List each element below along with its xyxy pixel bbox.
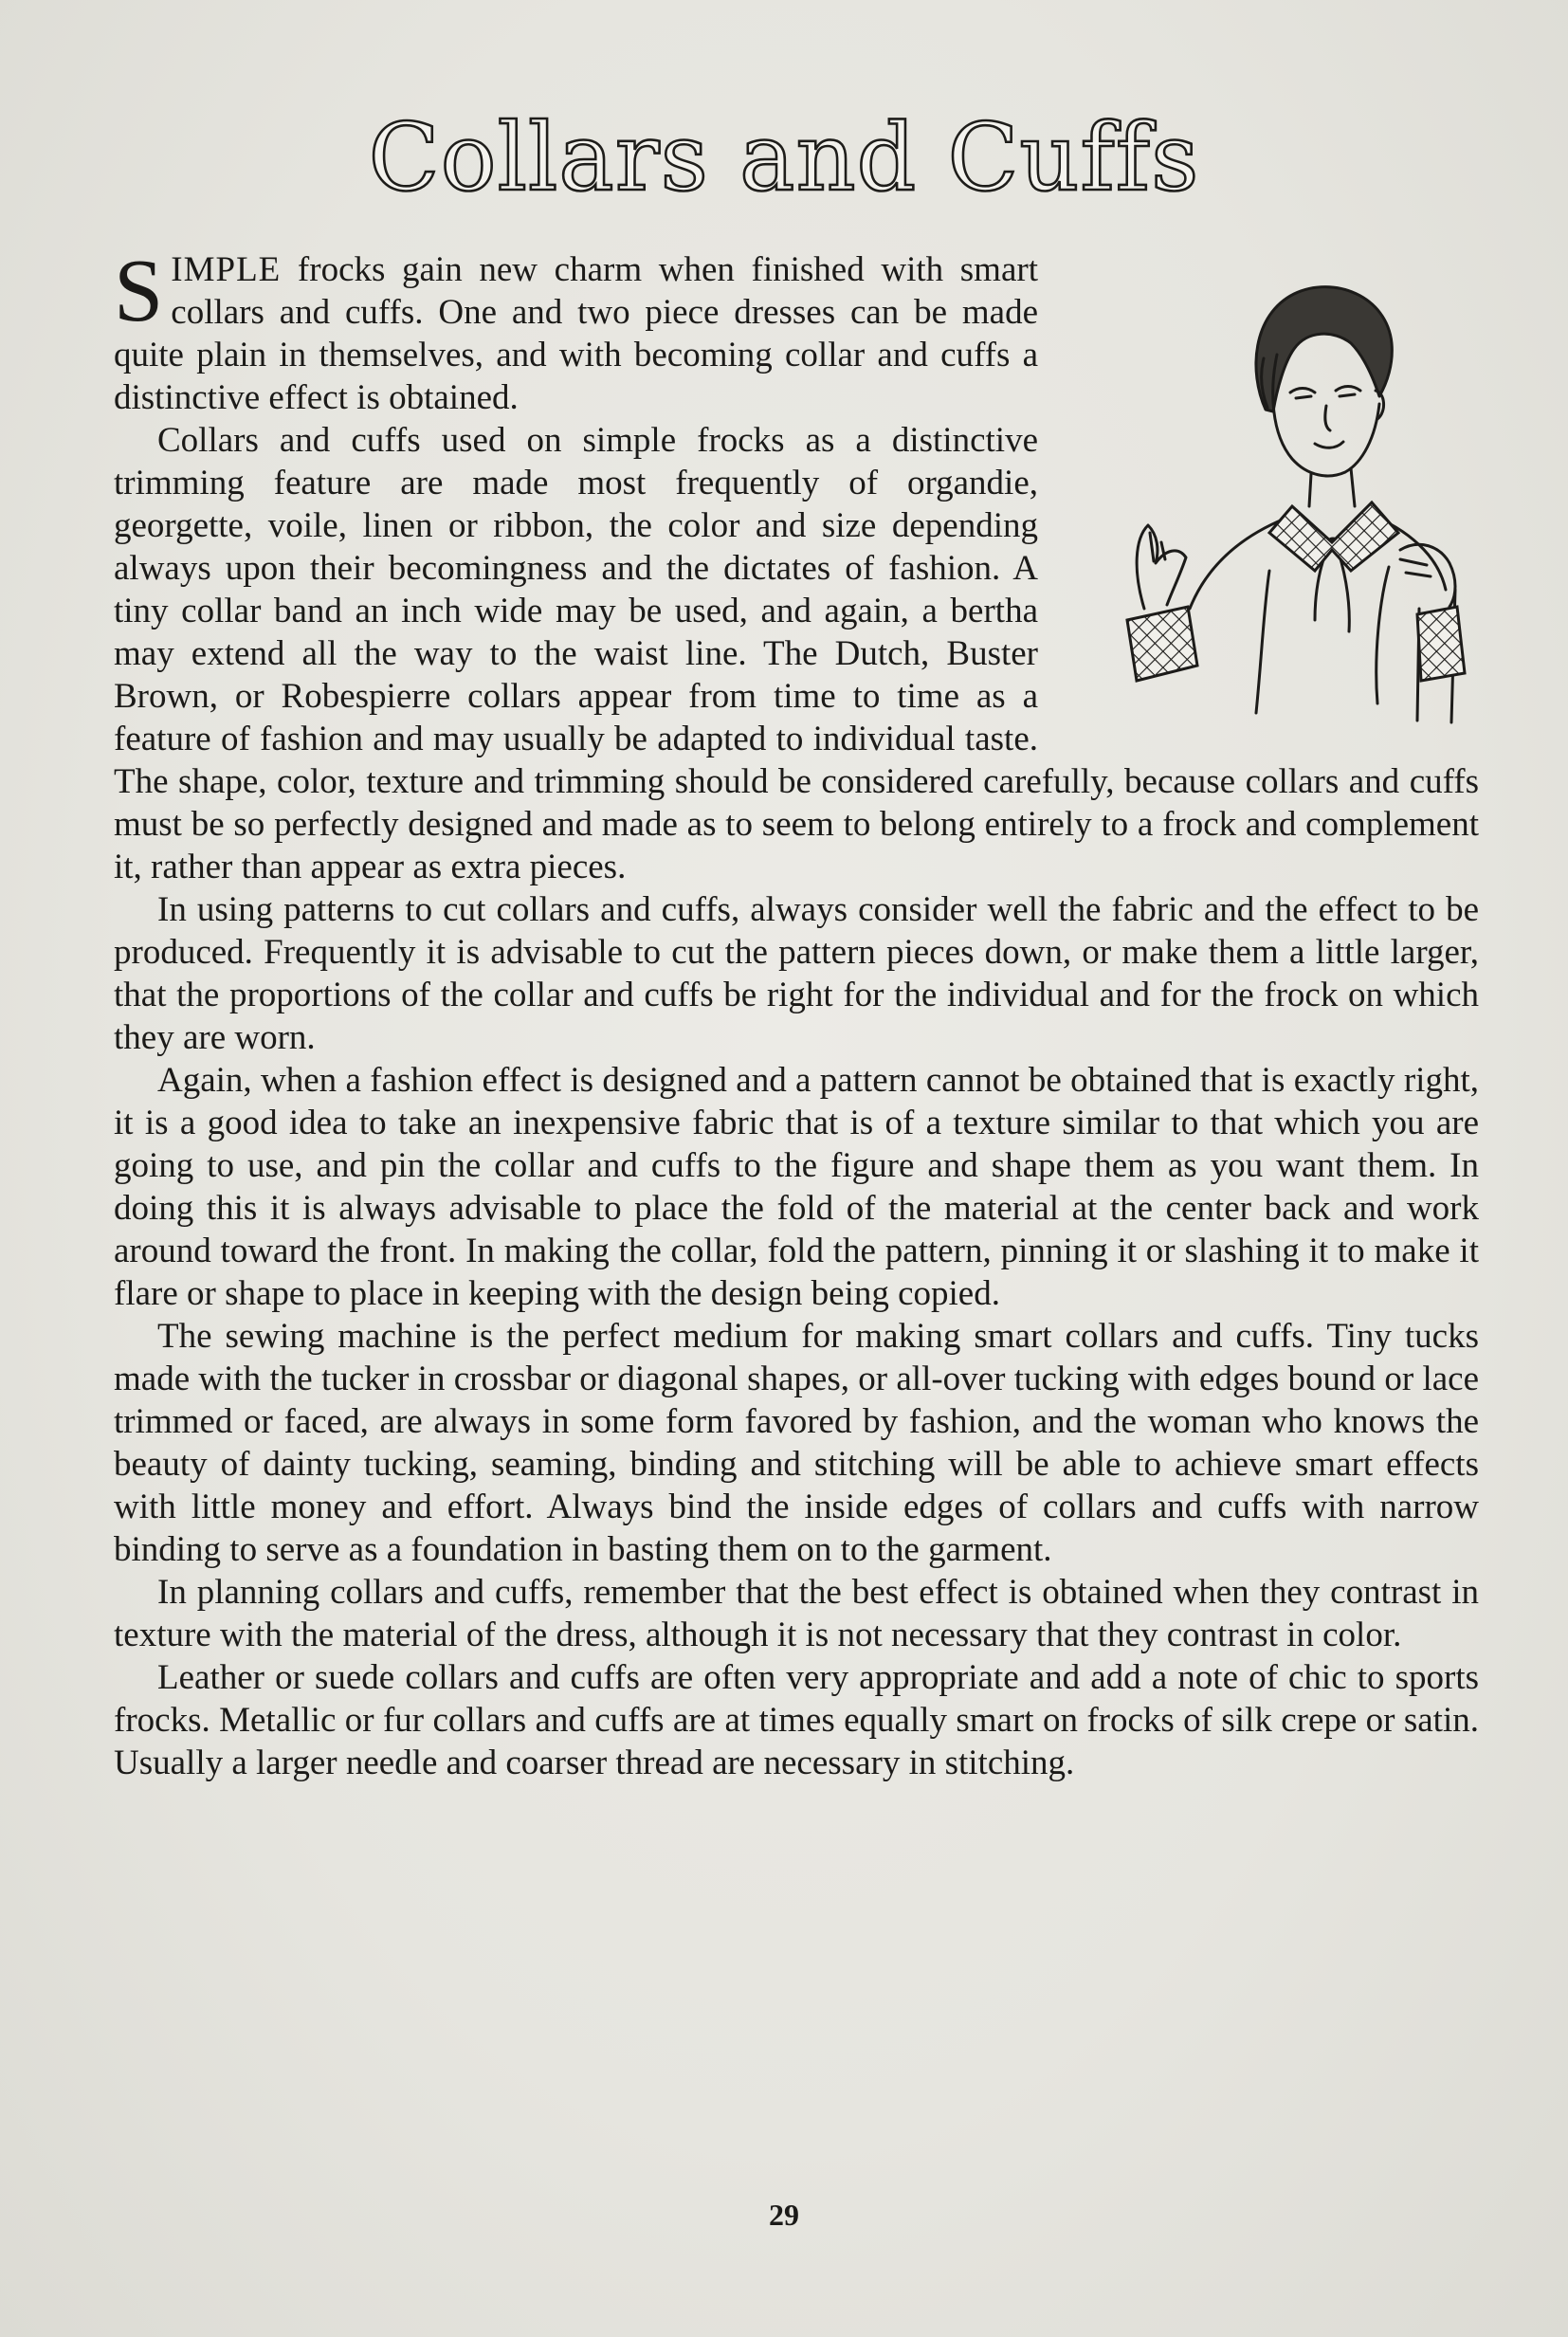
lead-word: IMPLE — [171, 250, 282, 289]
article-body — [114, 242, 1479, 1784]
paragraph-6: In planning collars and cuffs, remember that the best effect is obtained when they contrast in texture with the material of the dress, although it is not necessary that they contrast in color. — [114, 1573, 1479, 1654]
paragraph-1-text: frocks gain new charm when finished with smart collars and cuffs. One and two piece dresses can be made quite plain in themselves, and with becoming collar and cuffs a distinctive effect is obtained. — [114, 250, 1038, 417]
drop-cap: S — [114, 242, 164, 340]
paragraph-5: The sewing machine is the perfect medium for making smart collars and cuffs. Tiny tucks made with the tucker in crossbar or diagonal shapes, or all-over tucking with edges bound or lace trimmed or faced, are always in some form favored by fashion, and the woman who knows the beauty of dainty tucking, seaming, binding and stitching will be able to achieve smart effects with little money and effort. Always bind the inside edges of collars and cuffs with narrow binding to serve as a foundation in basting them on to the garment. — [114, 1317, 1479, 1569]
paragraph-7: Leather or suede collars and cuffs are often very appropriate and add a note of chic to sports frocks. Metallic or fur collars and cuffs are at times equally smart on frocks of silk crepe or satin. Usually a larger needle and coarser thread are necessary in stitching. — [114, 1658, 1479, 1782]
paragraph-2: Collars and cuffs used on simple frocks as a distinctive trimming feature are made most frequently of organdie, georgette, voile, linen or ribbon, the color and size depending always upon their becomingness and the dictates of fashion. A tiny collar band an inch wide may be used, and again, a bertha may extend all the way to the waist line. The Dutch, Buster Brown, or Robespierre collars appear from time to time as a feature of fashion and may usually be adapted to individual taste. The shape, color, texture and trimming should be considered carefully, because collars and cuffs must be so perfectly designed and made as to seem to belong entirely to a frock and complement it, rather than appear as extra pieces. — [114, 421, 1479, 886]
page-number: 29 — [769, 2198, 799, 2232]
paragraph-4: Again, when a fashion effect is designed and a pattern cannot be obtained that is exactly right, it is a good idea to take an inexpensive fabric that is of a texture similar to that which you are going to use, and pin the collar and cuffs to the figure and shape them as you want them. In doing this it is always advisable to place the fold of the material at the center back and work around toward the front. In making the collar, fold the pattern, pinning it or slashing it to make it flare or shape to place in keeping with the design being copied. — [114, 1061, 1479, 1313]
woman-collar-cuffs-illustration-icon — [1067, 248, 1479, 727]
page-title: Collars and Cuffs — [368, 104, 1200, 212]
paragraph-3: In using patterns to cut collars and cuffs, always consider well the fabric and the effect to be produced. Frequently it is advisable to cut the pattern pieces down, or make them a little larger, that the proportions of the collar and cuffs be right for the individual and for the frock on which they are worn. — [114, 890, 1479, 1057]
